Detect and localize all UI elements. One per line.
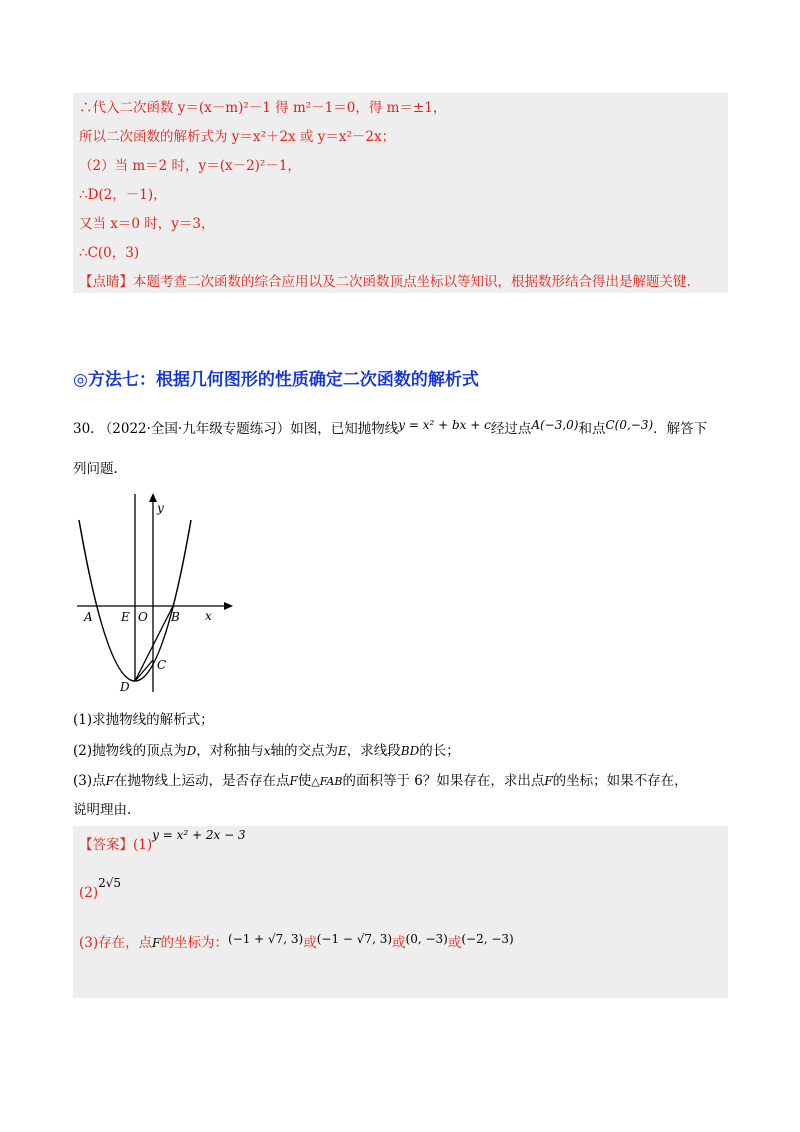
answer-3-point-f: F [152, 936, 161, 950]
part-2 [73, 742, 460, 760]
solution-line-5: 又当 x＝0 时，y＝3， [79, 216, 215, 232]
label-e: E [121, 610, 130, 624]
answer-3-point-4: (−2, −3) [461, 932, 514, 946]
solution-box [73, 93, 728, 293]
part-2-text-c: 轴的交点为 [270, 743, 339, 759]
part-3-text-e: 的坐标；如果不存在， [552, 773, 688, 789]
solution-line-4: ∴D(2，－1)， [79, 187, 167, 203]
label-y: y [157, 501, 164, 515]
point-a: A(−3,0) [531, 418, 579, 432]
solution-line-1: ∴代入二次函数 y＝(x－m)²－1 得 m²－1＝0，得 m＝±1， [79, 100, 447, 116]
solution-line-3: （2）当 m＝2 时，y＝(x－2)²－1， [79, 158, 301, 174]
answer-3-prefix: (3)存在，点 [79, 935, 153, 951]
question-text-pass: 经过点 [490, 421, 532, 437]
label-c: C [157, 658, 167, 672]
comment-tag: 【点睛】 [79, 274, 133, 290]
part-3-text-c: 使 [297, 773, 312, 789]
question-text-end: ．解答下 [653, 421, 708, 437]
answer-line-3 [79, 934, 514, 952]
segment-bd-label: BD [400, 744, 420, 758]
section-heading: ◎方法七：根据几何图形的性质确定二次函数的解析式 [73, 370, 479, 390]
answer-line-1 [79, 828, 246, 854]
answer-2-value: 2√5 [98, 876, 122, 890]
part-2-text-b: ，对称抽与 [196, 743, 264, 759]
answer-1-equation: y = x² + 2x − 3 [152, 828, 246, 842]
part-2-text-end: 的长； [419, 743, 460, 759]
part-2-text-d: ，求线段 [346, 743, 401, 759]
question-source: （2022·全国·九年级专题练习）如图，已知抛物线 [98, 421, 399, 437]
comment-line [79, 273, 691, 291]
question-number: 30. [73, 421, 95, 437]
parabola-figure [73, 490, 243, 695]
triangle-fab: △FAB [311, 775, 343, 788]
part-3-text-b: 在抛物线上运动，是否存在点 [113, 773, 290, 789]
point-e: E [338, 744, 347, 758]
point-d: D [186, 744, 197, 758]
point-f-1: F [105, 774, 114, 788]
point-c: C(0,−3) [605, 418, 654, 432]
label-a: A [84, 610, 93, 624]
part-2-text-a: (2)抛物线的顶点为 [73, 743, 187, 759]
label-x: x [205, 609, 212, 623]
answer-or-2: 或 [392, 935, 406, 951]
question-text-and: 和点 [578, 421, 606, 437]
answer-or-3: 或 [447, 935, 462, 951]
question-equation: y = x² + bx + c [398, 418, 491, 432]
answer-3-mid: 的坐标为： [160, 935, 228, 951]
answer-tag: 【答案】 [79, 837, 133, 853]
answer-1-prefix: (1) [133, 837, 153, 853]
point-f-3: F [544, 774, 553, 788]
question-line-1 [73, 420, 707, 438]
part-3-text-a: (3)点 [73, 773, 106, 789]
comment-text: 本题考查二次函数的综合应用以及二次函数顶点坐标以等知识，根据数形结合得出是解题关键. [133, 274, 691, 290]
solution-line-6: ∴C(0，3) [79, 245, 140, 261]
solution-line-2: 所以二次函数的解析式为 y＝x²＋2x 或 y＝x²－2x； [79, 129, 396, 145]
y-axis-arrow [149, 493, 157, 502]
answer-3-point-1: (−1 + √7, 3) [227, 932, 304, 946]
var-x: x [263, 744, 271, 758]
answer-3-point-3: (0, −3) [405, 932, 448, 946]
part-1: (1)求抛物线的解析式； [73, 712, 214, 728]
question-line-2: 列问题. [73, 461, 118, 477]
part-3-text-d: 的面积等于 6？如果存在，求出点 [342, 773, 545, 789]
label-b: B [171, 610, 180, 624]
part-3 [73, 772, 688, 791]
point-f-2: F [289, 774, 298, 788]
label-o: O [138, 610, 148, 624]
answer-3-point-2: (−1 − √7, 3) [316, 932, 393, 946]
answer-2-prefix: (2) [79, 885, 99, 901]
part-3-line-2: 说明理由. [73, 802, 132, 818]
x-axis-arrow [224, 602, 233, 610]
answer-line-2 [79, 876, 122, 902]
answer-box [73, 826, 728, 998]
answer-or-1: 或 [303, 935, 317, 951]
label-d: D [120, 680, 130, 694]
